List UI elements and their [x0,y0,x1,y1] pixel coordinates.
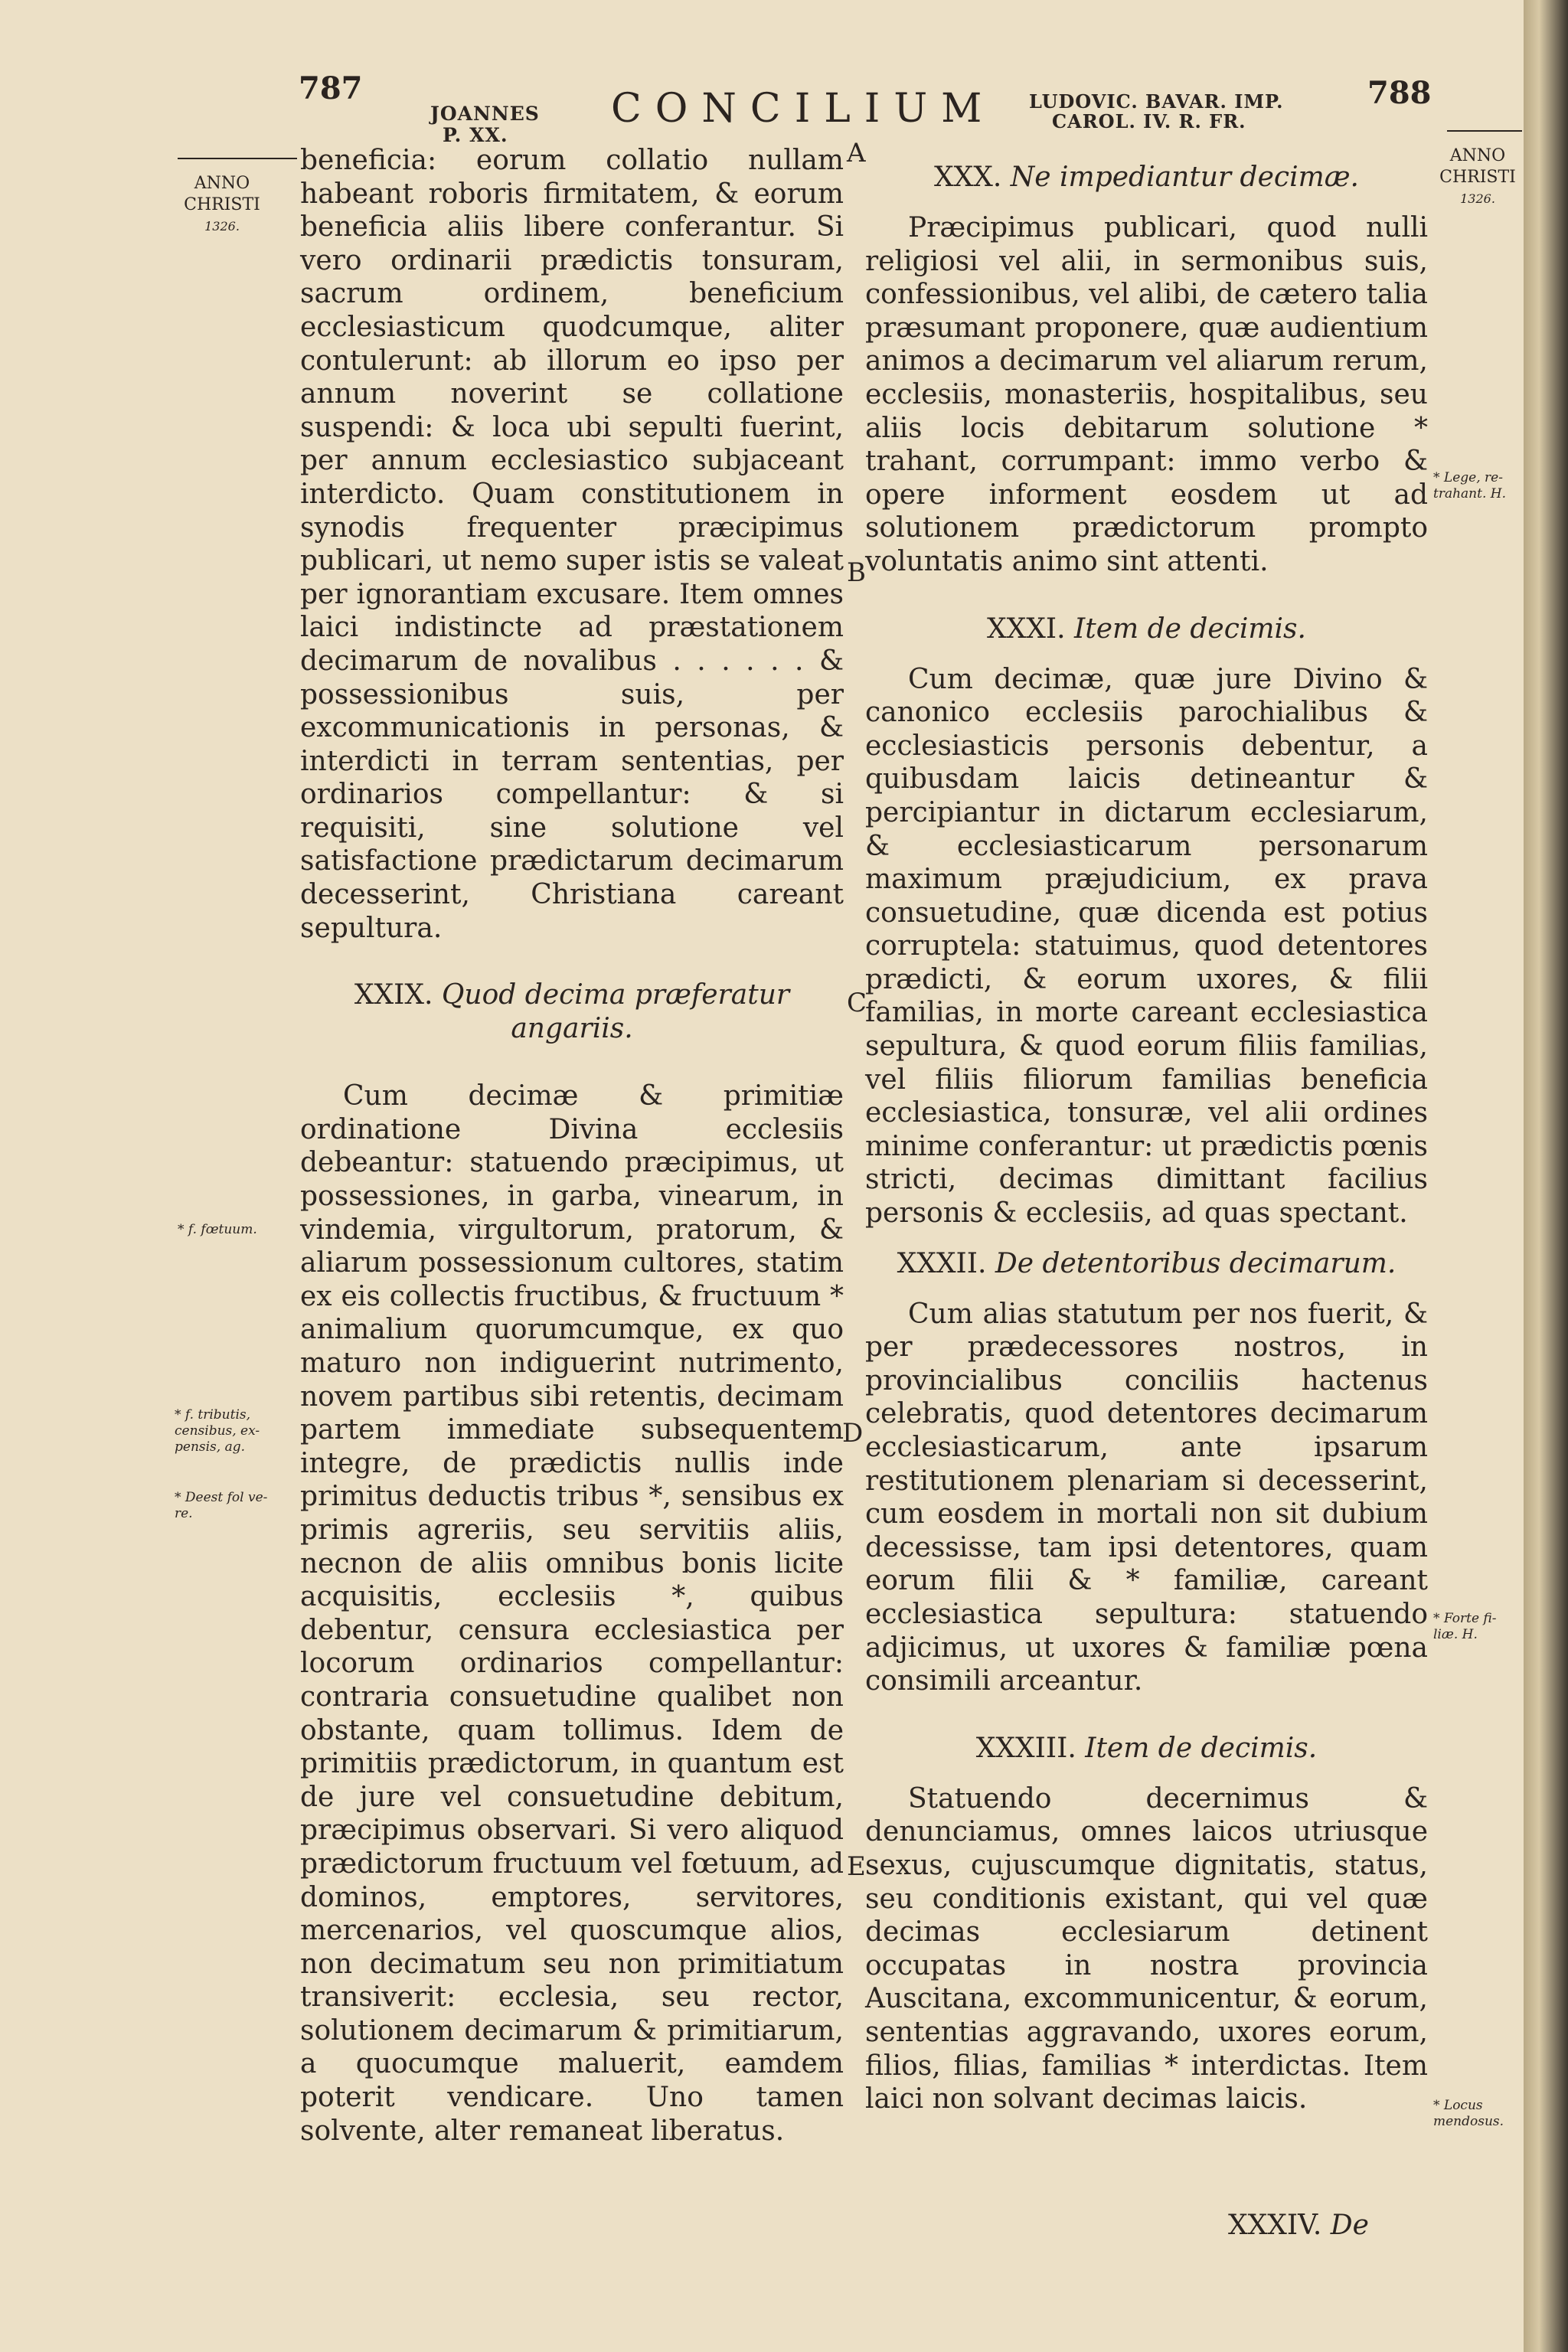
catchword-word: De [1330,2210,1369,2241]
margin-note-line: * Locus [1433,2098,1483,2113]
page-title: CONCILIUM [611,86,996,132]
section-heading-xxxiii [865,1732,1428,1766]
margin-note-lege [1433,470,1506,502]
section-letter-b: B [847,557,866,588]
anno-label: ANNO [194,174,250,193]
book-gutter [1524,0,1568,2352]
margin-note-line: liæ. H. [1433,1627,1478,1642]
anno-label: ANNO [1449,146,1506,165]
right-column [865,161,1428,2116]
paragraph-xxx: Præcipimus publicari, quod nulli religiosi vel alii, in sermonibus suis, confessionibus, vel alibi, de cætero talia præsumant proponere, quæ audientium animos a decimarum vel aliarum rerum, ecclesiis, monasteriis, hospitalibus, seu aliis locis debitarum solutione * trahant, corrumpant: immo verbo & opere informent eosdem ut ad solutionem prædictorum prompto voluntatis animo sint attenti. [865,212,1428,577]
section-number: XXXII. [897,1247,987,1279]
right-header-rule [1447,130,1522,132]
catchword-number: XXXIV. [1228,2210,1322,2241]
section-number: XXX. [934,162,1002,193]
section-heading-xxix [300,978,844,1046]
christi-label: CHRISTI [184,195,260,214]
section-letter-d: D [842,1418,864,1449]
catchword [1228,2210,1369,2241]
left-column [300,144,844,2148]
anno-christi-left [178,173,266,237]
margin-note-foetuum: * f. fœtuum. [178,1222,257,1237]
section-title: Item de decimis. [1085,1732,1318,1764]
margin-note-line: * Forte fi- [1433,1611,1497,1626]
right-running-head: LUDOVIC. BAVAR. IMP. [1029,90,1284,113]
anno-year: 1326. [1460,191,1495,206]
section-letter-a: A [847,138,866,168]
left-page-number: 787 [299,70,363,106]
margin-note-line: * Deest fol ve- [175,1490,268,1505]
margin-note-locus [1433,2098,1504,2130]
paragraph-xxxiii: Statuendo decernimus & denunciamus, omnes laicos utriusque sexus, cujuscumque dignitatis, status, seu conditionis existant, qui vel quæ decimas ecclesiarum detinent occupatas in nostra provincia Auscitana, excommunicentur, & eorum, sententias aggravando, uxores eorum, filios, filias, familias * interdictas. Item laici non solvant decimas laicis. [865,1782,1428,2115]
margin-note-line: censibus, ex- [175,1423,260,1439]
paragraph-xxxii: Cum alias statutum per nos fuerit, & per prædecessores nostros, in provincialibus conciliis hactenus celebratis, quod detentores decimarum ecclesiasticarum, ante ipsarum restitutionem plenariam si decesserint, cum eosdem in mortali non sit dubium decessisse, tam ipsi detentores, quam eorum filii & * familiæ, careant ecclesiastica sepultura: statuendo adjicimus, ut uxores & familiæ pœna consimili arceantur. [865,1298,1428,1697]
anno-year: 1326. [204,219,240,234]
section-title: Item de decimis. [1074,612,1306,645]
margin-note-deest [175,1490,267,1522]
paragraph-xxxi: Cum decimæ, quæ jure Divino & canonico ecclesiis parochialibus & ecclesiasticis personis debentur, a quibusdam laicis detineantur & percipiantur in dictarum ecclesiarum, & ecclesiasticarum personarum maximum præjudicium, ex prava consuetudine, quæ dicenda est potius corruptela: statuimus, quod detentores prædicti, & eorum uxores, & filii familias, in morte careant ecclesiastica sepultura, & quod eorum filiis familias, vel filiis filiorum familias beneficia ecclesiastica, tonsuræ, vel alii ordines minime conferantur: ut prædictis pœnis stricti, decimas dimittant facilius personis & ecclesiis, ad quas spectant. [865,663,1428,1230]
section-letter-c: C [847,988,867,1018]
margin-note-line: pensis, ag. [175,1439,246,1455]
section-number: XXXI. [987,612,1066,645]
christi-label: CHRISTI [1439,168,1516,187]
section-heading-xxxi [865,612,1428,646]
margin-note-line: mendosus. [1433,2114,1504,2129]
section-title: Ne impediantur decimæ. [1010,162,1359,193]
section-number: XXXIII. [975,1732,1076,1764]
margin-note-line: re. [175,1506,193,1521]
section-heading-xxx [865,161,1428,194]
right-page-number: 788 [1367,75,1432,111]
anno-christi-right [1433,145,1522,210]
section-letter-e: E [847,1851,866,1882]
section-title: Quod decima præferatur angariis. [441,979,790,1045]
left-running-head: JOANNES [430,103,540,125]
left-header-rule [178,158,297,159]
right-running-head-sub: CAROL. IV. R. FR. [1052,110,1246,132]
paragraph-intro: beneficia: eorum collatio nullam habeant roboris firmitatem, & eorum beneficia aliis libere conferantur. Si vero ordinarii prædictis tonsuram, sacrum ordinem, beneficium ecclesiasticum quodcumque, aliter contulerunt: ab illorum eo ipso per annum noverint se collatione suspendi: & loca ubi sepulti fuerint, per annum ecclesiastico subjaceant interdicto. Quam constitutionem in synodis frequenter præcipimus publicari, ut nemo super istis se valeat per ignorantiam excusare. Item omnes laici indistincte ad præstationem decimarum de novalibus . . . . . . & possessionibus suis, per excommunicationis in personas, & interdicti in terram sententias, per ordinarios compellantur: & si requisiti, sine solutione vel satisfactione prædictarum decimarum decesserint, Christiana careant sepultura. [300,145,844,944]
paragraph-xxix: Cum decimæ & primitiæ ordinatione Divina ecclesiis debeantur: statuendo præcipimus, ut possessiones, in garba, vinearum, in vindemia, virgultorum, pratorum, & aliarum possessionum cultores, statim ex eis collectis fructibus, & fructuum * animalium quorumcumque, ex quo maturo non indiguerint nutrimento, novem partibus sibi retentis, decimam partem immediate subsequentem integre, de prædictis nullis inde primitus deductis tribus *, sensibus ex primis agreriis, seu servitiis aliis, necnon de aliis omnibus bonis licite acquisitis, ecclesiis *, quibus debentur, censura ecclesiastica per locorum ordinarios compellantur: contraria consuetudine qualibet non obstante, quam tollimus. Idem de primitiis prædictorum, in quantum est de jure vel consuetudine debitum, præcipimus observari. Si vero aliquod prædictorum fructuum vel fœtuum, ad dominos, emptores, servitores, mercenarios, vel quoscumque alios, non decimatum seu non primitiatum transiverit: ecclesia, seu rector, solutionem decimarum & primitiarum, a quocumque maluerit, eamdem poterit vendicare. Uno tamen solvente, alter remaneat liberatus. [300,1080,844,2147]
margin-note-tributis [175,1407,260,1455]
section-title: De detentoribus decimarum. [995,1247,1396,1279]
margin-note-line: trahant. H. [1433,486,1506,501]
margin-note-line: * Lege, re- [1433,470,1503,485]
section-number: XXIX. [354,979,433,1011]
margin-note-forte [1433,1611,1497,1643]
left-running-head-sub: P. XX. [443,124,508,146]
section-heading-xxxii [865,1247,1428,1281]
margin-note-line: * f. tributis, [175,1407,251,1423]
